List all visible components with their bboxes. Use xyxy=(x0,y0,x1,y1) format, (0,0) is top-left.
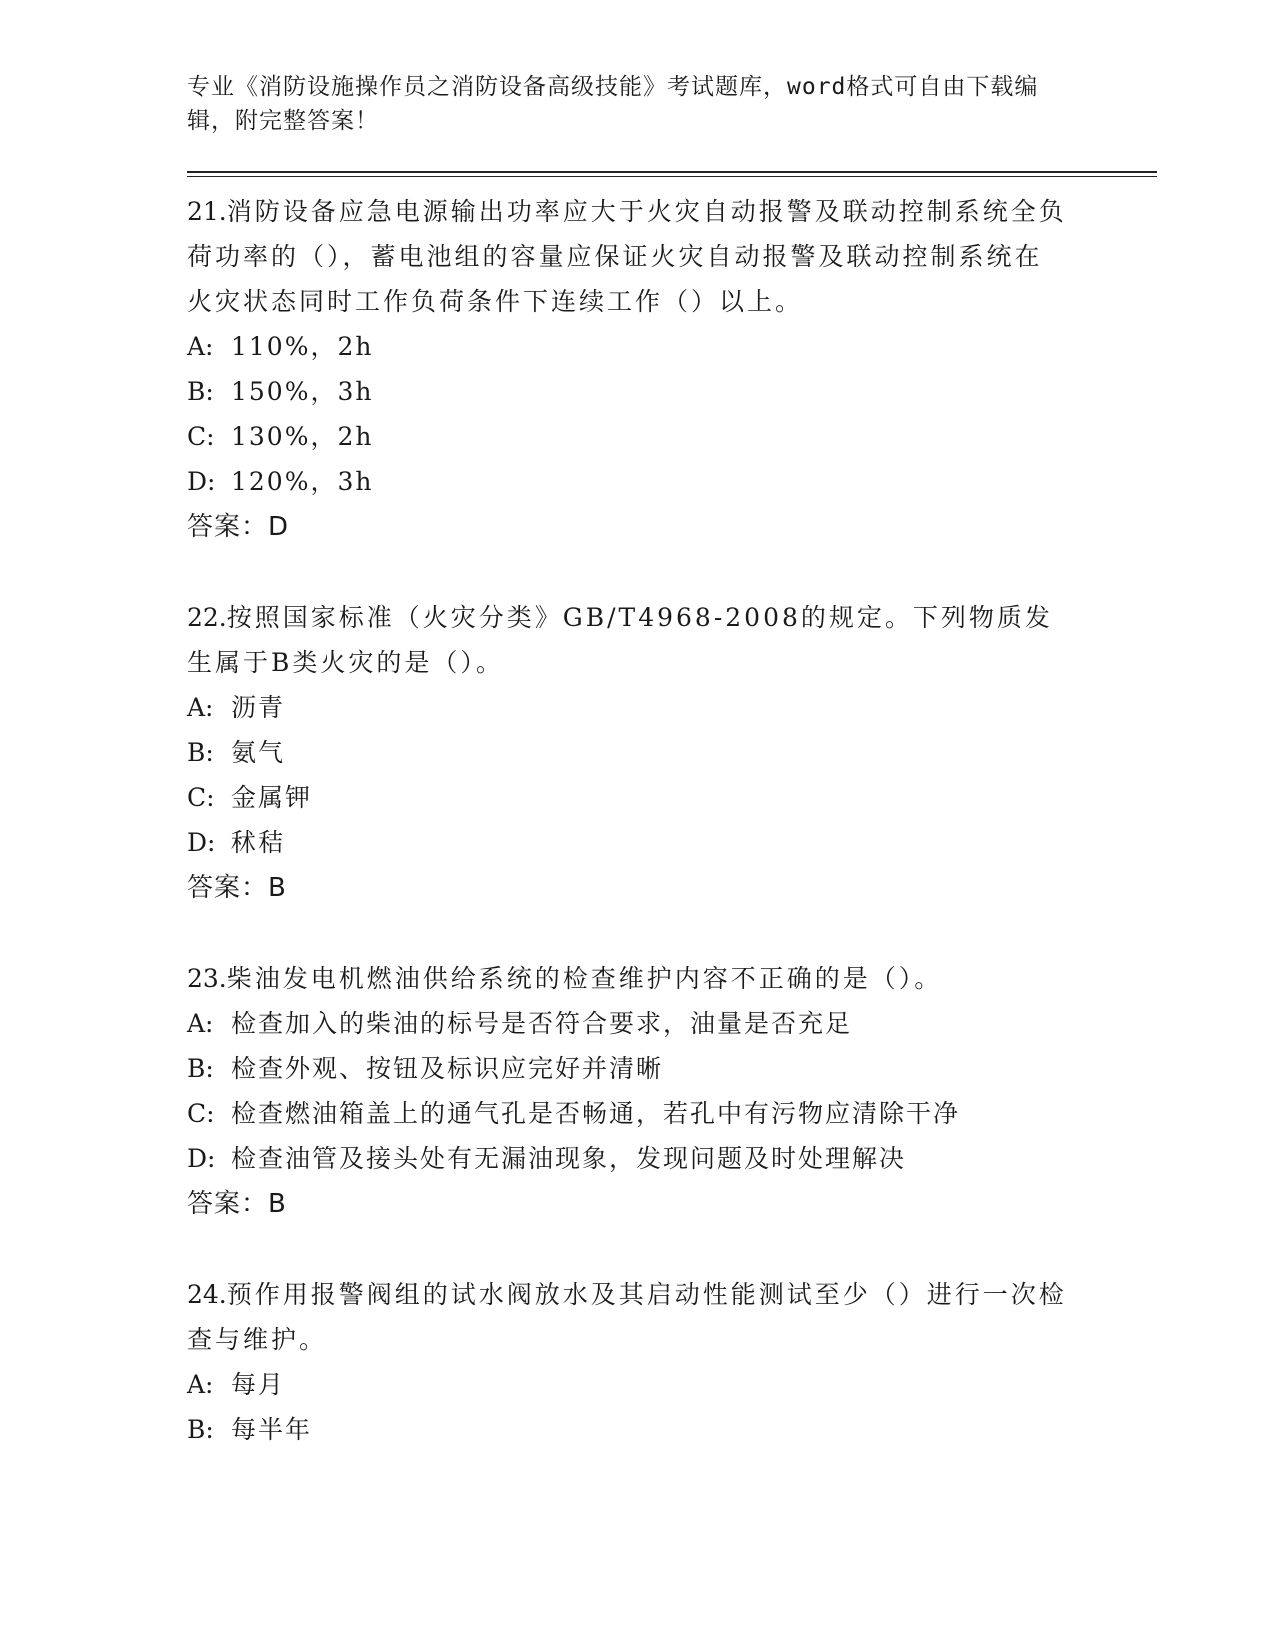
option-text: 沥青 xyxy=(231,693,286,722)
option-a xyxy=(187,1362,1157,1407)
option-text: 120%，3h xyxy=(231,467,374,496)
question-text xyxy=(187,956,1067,1001)
question-text xyxy=(187,1272,1067,1362)
question-stem: 柴油发电机燃油供给系统的检查维护内容不正确的是（）。 xyxy=(226,964,943,993)
option-label: C: xyxy=(187,422,215,451)
option-d xyxy=(187,820,1157,865)
option-c xyxy=(187,414,1157,459)
question-number: 23. xyxy=(187,964,227,993)
option-label: C: xyxy=(187,1099,215,1128)
option-text: 130%，2h xyxy=(231,422,374,451)
option-a xyxy=(187,324,1157,369)
option-label: A: xyxy=(187,693,214,722)
option-c xyxy=(187,775,1157,820)
option-c xyxy=(187,1091,1157,1136)
answer-line: 答案：D xyxy=(187,512,290,542)
option-text: 每月 xyxy=(231,1370,286,1399)
option-text: 检查外观、按钮及标识应完好并清晰 xyxy=(231,1054,664,1083)
document-intro: 专业《消防设施操作员之消防设备高级技能》考试题库，word格式可自由下载编辑，附完整答案！ xyxy=(187,74,1039,134)
option-d xyxy=(187,1136,1157,1181)
option-text: 检查油管及接头处有无漏油现象，发现问题及时处理解决 xyxy=(231,1144,907,1173)
option-a xyxy=(187,1001,1157,1046)
answer-line: 答案：B xyxy=(187,1189,287,1219)
option-text: 金属钾 xyxy=(231,783,313,812)
question-text xyxy=(187,189,1067,324)
question-21 xyxy=(187,189,1157,550)
question-24 xyxy=(187,1272,1157,1452)
option-text: 110%，2h xyxy=(231,332,374,361)
option-text: 秫秸 xyxy=(231,828,286,857)
answer-line: 答案：B xyxy=(187,873,287,903)
option-b xyxy=(187,1046,1157,1091)
question-number: 24. xyxy=(187,1280,227,1309)
option-text: 检查加入的柴油的标号是否符合要求，油量是否充足 xyxy=(231,1009,853,1038)
question-stem: 预作用报警阀组的试水阀放水及其启动性能测试至少（）进行一次检查与维护。 xyxy=(187,1280,1067,1354)
option-label: D: xyxy=(187,828,216,857)
option-label: B: xyxy=(187,377,214,406)
option-b xyxy=(187,1407,1157,1452)
option-label: B: xyxy=(187,1054,214,1083)
question-number: 21. xyxy=(187,197,227,226)
option-b xyxy=(187,369,1157,414)
question-stem: 消防设备应急电源输出功率应大于火灾自动报警及联动控制系统全负荷功率的（），蓄电池组的容量应保证火灾自动报警及联动控制系统在火灾状态同时工作负荷条件下连续工作（）以上。 xyxy=(187,197,1067,316)
option-text: 150%，3h xyxy=(231,377,374,406)
option-label: B: xyxy=(187,738,214,767)
question-number: 22. xyxy=(187,603,227,632)
option-d xyxy=(187,459,1157,504)
option-a xyxy=(187,685,1157,730)
question-stem: 按照国家标准（火灾分类》GB/T4968-2008的规定。下列物质发生属于B类火灾的是（）。 xyxy=(187,603,1053,677)
option-label: A: xyxy=(187,1009,214,1038)
option-label: C: xyxy=(187,783,215,812)
option-label: A: xyxy=(187,332,214,361)
option-label: D: xyxy=(187,1144,216,1173)
option-label: D: xyxy=(187,467,216,496)
header-divider xyxy=(187,171,1157,177)
option-text: 检查燃油箱盖上的通气孔是否畅通，若孔中有污物应清除干净 xyxy=(231,1099,961,1128)
question-text xyxy=(187,595,1067,685)
option-label: B: xyxy=(187,1415,214,1444)
option-text: 氨气 xyxy=(231,738,286,767)
document-page xyxy=(187,70,1157,1452)
option-text: 每半年 xyxy=(231,1415,313,1444)
option-label: A: xyxy=(187,1370,214,1399)
option-b xyxy=(187,730,1157,775)
question-22 xyxy=(187,595,1157,911)
question-23 xyxy=(187,956,1157,1227)
